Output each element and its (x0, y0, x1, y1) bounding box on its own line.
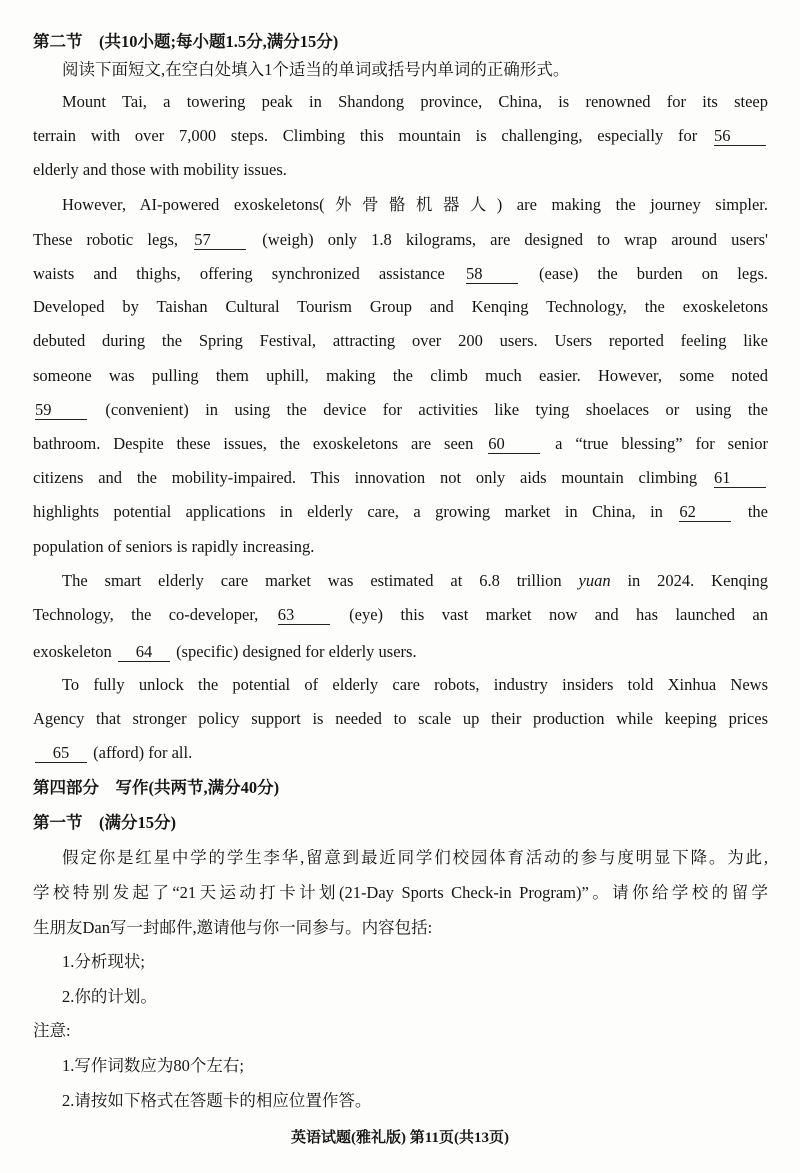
text-line (33, 741, 768, 765)
text-segment: waists and thighs, offering synchronized assistance (33, 264, 464, 283)
text-segment: 注意: (33, 1021, 71, 1040)
text-segment: (ease) the burden on legs. (519, 264, 769, 283)
text-line (33, 228, 768, 252)
text-line (33, 603, 768, 627)
text-line (33, 30, 768, 54)
text-segment: elderly and those with mobility issues. (33, 160, 287, 179)
text-segment: (weigh) only 1.8 kilograms, are designed to wrap around users' (248, 230, 769, 249)
text-line (33, 466, 768, 490)
text-segment: However, AI-powered exoskeletons(外骨骼机器人) are making the journey simpler. (62, 195, 768, 214)
text-line (33, 811, 768, 835)
text-line (33, 158, 768, 182)
text-line (62, 846, 768, 870)
text-line (33, 707, 768, 731)
text-segment: 学校特别发起了“21天运动打卡计划(21-Day Sports Check-in Program)”。请你给学校的留学 (33, 883, 768, 902)
text-line (62, 1054, 797, 1078)
text-segment: in 2024. Kenqing (610, 571, 768, 590)
answer-blank: 64 (118, 643, 170, 662)
italic-text: yuan (578, 571, 611, 590)
answer-blank: 56 (714, 127, 766, 146)
text-segment: Technology, the co-developer, (33, 605, 276, 624)
text-segment: Agency that stronger policy support is needed to scale up their production while keeping prices (33, 709, 768, 728)
text-segment: The smart elderly care market was estimated at 6.8 trillion (62, 571, 579, 590)
text-line (33, 432, 768, 456)
text-line (33, 398, 768, 422)
text-line (33, 500, 768, 524)
text-line (33, 535, 768, 559)
text-line (33, 916, 768, 940)
text-segment: the (733, 502, 768, 521)
answer-blank: 60 (488, 435, 540, 454)
answer-blank: 58 (466, 265, 518, 284)
text-segment: 1.写作词数应为80个左右; (62, 1056, 244, 1075)
text-line (33, 881, 768, 905)
answer-blank: 59 (35, 401, 87, 420)
text-line (62, 193, 768, 217)
text-segment: someone was pulling them uphill, making the climb much easier. However, some noted (33, 366, 768, 385)
text-segment: terrain with over 7,000 steps. Climbing this mountain is challenging, especially for (33, 126, 712, 145)
text-segment: Developed by Taishan Cultural Tourism Group and Kenqing Technology, the exoskeletons (33, 297, 768, 316)
text-segment: Mount Tai, a towering peak in Shandong province, China, is renowned for its steep (62, 92, 768, 111)
text-line (62, 1089, 797, 1113)
text-segment: 第二节 (共10小题;每小题1.5分,满分15分) (33, 32, 339, 51)
text-line (62, 58, 768, 82)
text-segment: 2.你的计划。 (62, 987, 157, 1006)
text-segment: 1.分析现状; (62, 952, 145, 971)
text-segment: citizens and the mobility-impaired. This innovation not only aids mountain climbing (33, 468, 712, 487)
answer-blank: 62 (679, 503, 731, 522)
text-line (62, 950, 797, 974)
text-line (33, 364, 768, 388)
answer-blank: 57 (194, 231, 246, 250)
text-segment: 第四部分 写作(共两节,满分40分) (33, 778, 280, 797)
text-line (33, 124, 768, 148)
text-segment: bathroom. Despite these issues, the exoskeletons are seen (33, 434, 487, 453)
text-segment: 假定你是红星中学的学生李华,留意到最近同学们校园体育活动的参与度明显下降。为此, (62, 848, 768, 867)
text-segment: population of seniors is rapidly increasing. (33, 537, 315, 556)
text-segment: (eye) this vast market now and has launched an (331, 605, 768, 624)
answer-blank: 63 (278, 606, 330, 625)
text-line (62, 90, 768, 114)
text-segment: These robotic legs, (33, 230, 193, 249)
text-segment: 阅读下面短文,在空白处填入1个适当的单词或括号内单词的正确形式。 (62, 60, 570, 79)
text-segment: (specific) designed for elderly users. (171, 642, 417, 661)
text-segment: highlights potential applications in elderly care, a growing market in China, in (33, 502, 678, 521)
text-segment: 第一节 (满分15分) (33, 813, 176, 832)
text-segment: 生朋友Dan写一封邮件,邀请他与你一同参与。内容包括: (33, 918, 433, 937)
answer-blank: 61 (714, 469, 766, 488)
text-segment: (convenient) in using the device for activities like tying shoelaces or using the (89, 400, 768, 419)
text-line (33, 640, 768, 664)
answer-blank: 65 (35, 744, 87, 763)
page-footer: 英语试题(雅礼版) 第11页(共13页) (291, 1130, 509, 1146)
text-line (62, 569, 768, 593)
text-line (33, 1019, 768, 1043)
text-line (62, 673, 768, 697)
text-line (33, 776, 768, 800)
text-line (62, 985, 797, 1009)
text-segment: exoskeleton (33, 642, 116, 661)
text-line (33, 295, 768, 319)
text-line (33, 262, 768, 286)
text-segment: (afford) for all. (89, 743, 193, 762)
text-segment: 2.请按如下格式在答题卡的相应位置作答。 (62, 1091, 372, 1110)
text-segment: a “true blessing” for senior (542, 434, 768, 453)
text-segment: debuted during the Spring Festival, attracting over 200 users. Users reported feeling like (33, 331, 768, 350)
text-line (33, 329, 768, 353)
text-segment: To fully unlock the potential of elderly care robots, industry insiders told Xinhua News (62, 675, 768, 694)
